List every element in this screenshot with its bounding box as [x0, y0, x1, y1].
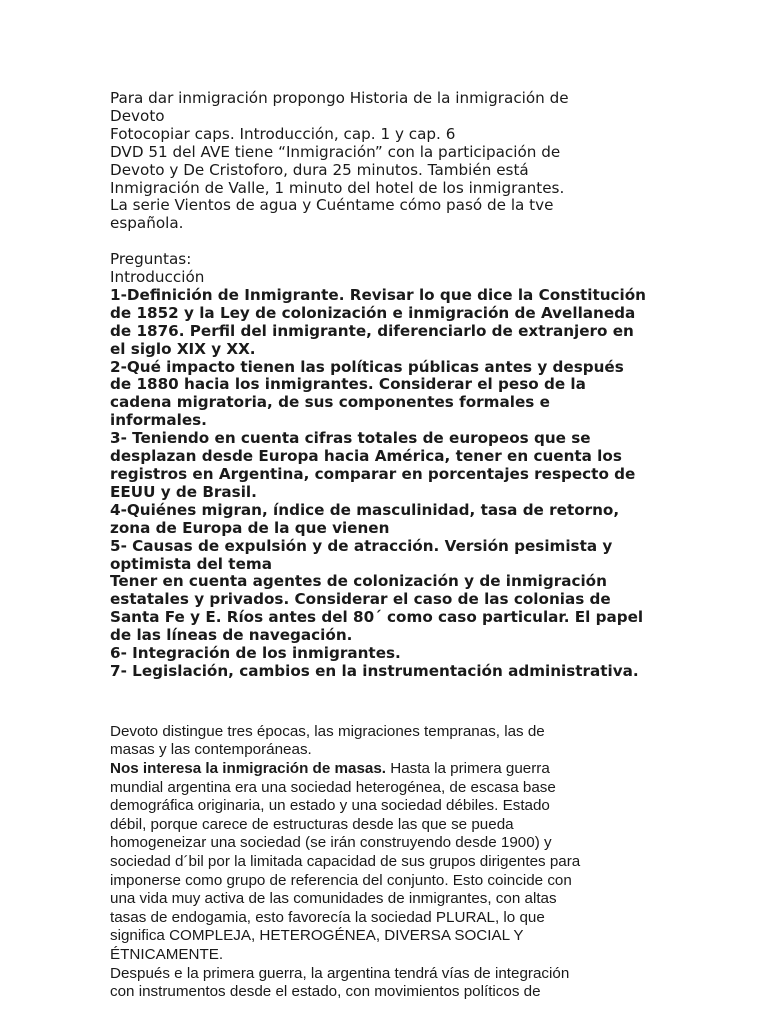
intro-paragraph [110, 90, 760, 233]
question-line: Tener en cuenta agentes de colonización y de inmigración [110, 572, 607, 591]
body-line: débil, porque carece de estructuras desde las que se pueda [110, 815, 514, 833]
bold-lead: Nos interesa la inmigración de masas. [110, 760, 387, 778]
intro-line: Inmigración de Valle, 1 minuto del hotel de los inmigrantes. [110, 178, 565, 197]
question-line: de las líneas de navegación. [110, 626, 353, 645]
question-line: desplazan desde Europa hacia América, tener en cuenta los [110, 447, 622, 466]
intro-line: Devoto [110, 106, 165, 125]
question-line: 2-Qué impacto tienen las políticas públicas antes y después [110, 357, 624, 376]
question-line: 4-Quiénes migran, índice de masculinidad, tasa de retorno, [110, 500, 620, 519]
intro-line: Para dar inmigración propongo Historia de la inmigración de [110, 89, 569, 107]
question-line: 1-Definición de Inmigrante. Revisar lo que dice la Constitución [110, 285, 646, 304]
body-line: ÉTNICAMENTE. [110, 946, 224, 964]
question-line: 3- Teniendo en cuenta cifras totales de europeos que se [110, 429, 591, 448]
document-page [110, 90, 760, 1002]
body-line: homogeneizar una sociedad (se irán construyendo desde 1900) y [110, 834, 552, 852]
question-line: Santa Fe y E. Ríos antes del 80´ como caso particular. El papel [110, 608, 644, 627]
question-line: registros en Argentina, comparar en porcentajes respecto de [110, 465, 636, 484]
questions-list [110, 287, 760, 681]
questions-section [110, 251, 760, 681]
questions-subheading: Introducción [110, 268, 205, 287]
intro-line: Devoto y De Cristoforo, dura 25 minutos. También está [110, 160, 529, 179]
body-line: imponerse como grupo de referencia del conjunto. Esto coincide con [110, 871, 572, 889]
body-line: sociedad d´bil por la limitada capacidad de sus grupos dirigentes para [110, 853, 581, 871]
body-line: mundial argentina era una sociedad heterogénea, de escasa base [110, 778, 556, 796]
question-line: de 1852 y la Ley de colonización e inmigración de Avellaneda [110, 303, 636, 322]
question-line: optimista del tema [110, 554, 272, 573]
intro-line: DVD 51 del AVE tiene “Inmigración” con la participación de [110, 142, 561, 161]
questions-heading: Preguntas: [110, 250, 192, 269]
intro-line: española. [110, 214, 184, 233]
body-line [110, 760, 760, 779]
body-line: significa COMPLEJA, HETEROGÉNEA, DIVERSA SOCIAL Y [110, 927, 524, 945]
question-line: 5- Causas de expulsión y de atracción. Versión pesimista y [110, 536, 613, 555]
question-line: cadena migratoria, de sus componentes formales e [110, 393, 550, 412]
body-line: Después e la primera guerra, la argentina tendrá vías de integración [110, 964, 570, 982]
body-line: Devoto distingue tres épocas, las migraciones tempranas, las de [110, 722, 545, 740]
blank-line [110, 233, 760, 251]
question-line: el siglo XIX y XX. [110, 339, 256, 358]
body-line: demográfica originaria, un estado y una sociedad débiles. Estado [110, 797, 550, 815]
body-line: con instrumentos desde el estado, con movimientos políticos de [110, 983, 541, 1001]
question-line: de 1876. Perfil del inmigrante, diferenciarlo de extranjero en [110, 321, 634, 340]
question-line: 6- Integración de los inmigrantes. [110, 644, 401, 663]
body-line: tasas de endogamia, esto favorecía la sociedad PLURAL, lo que [110, 908, 545, 926]
body-line-rest: Hasta la primera guerra [386, 760, 550, 778]
intro-line: Fotocopiar caps. Introducción, cap. 1 y cap. 6 [110, 124, 456, 143]
commentary-section [110, 723, 760, 1002]
intro-line: La serie Vientos de agua y Cuéntame cómo pasó de la tve [110, 196, 554, 215]
question-line: EEUU y de Brasil. [110, 482, 257, 501]
question-line: 7- Legislación, cambios en la instrumentación administrativa. [110, 661, 639, 680]
body-line: una vida muy activa de las comunidades de inmigrantes, con altas [110, 890, 557, 908]
question-line: estatales y privados. Considerar el caso de las colonias de [110, 590, 611, 609]
question-line: informales. [110, 411, 207, 430]
notes-section [110, 90, 760, 681]
question-line: de 1880 hacia los inmigrantes. Considerar el peso de la [110, 375, 586, 394]
question-line: zona de Europa de la que vienen [110, 518, 390, 537]
body-line: masas y las contemporáneas. [110, 741, 312, 759]
